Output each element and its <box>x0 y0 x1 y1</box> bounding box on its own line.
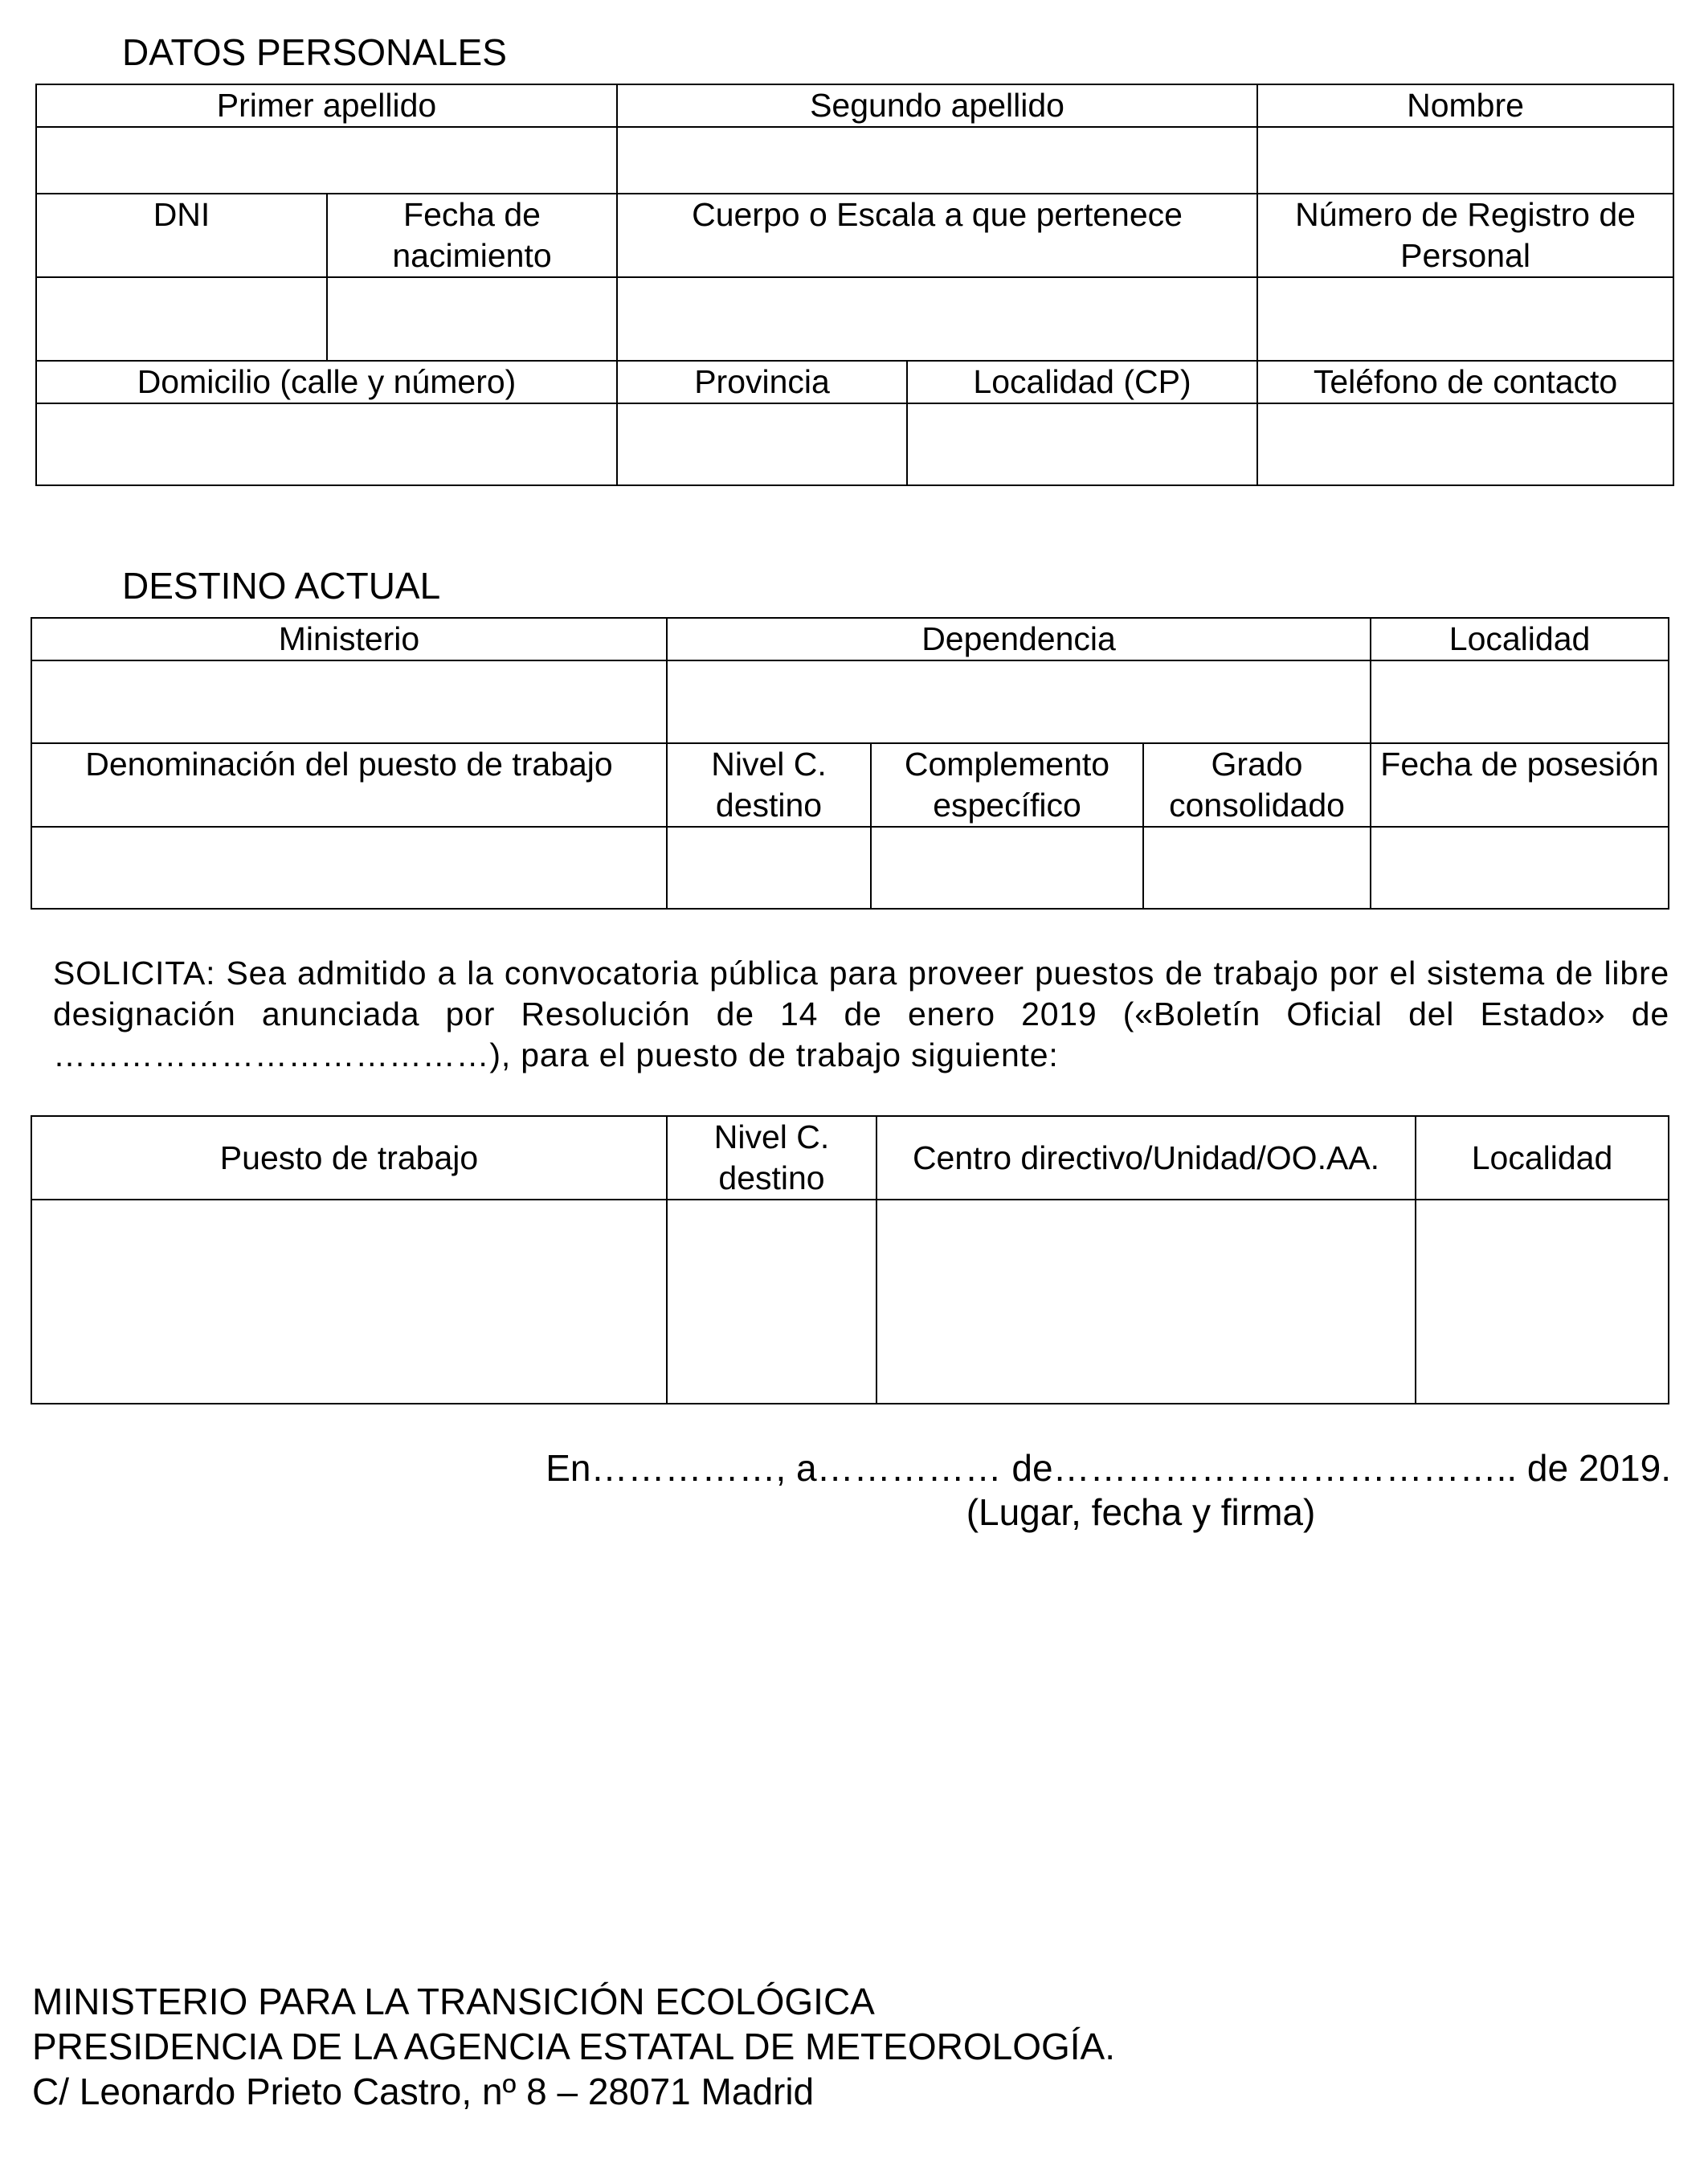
primer-apellido-field[interactable] <box>36 127 617 194</box>
segundo-apellido-label: Segundo apellido <box>617 84 1257 127</box>
dependencia-label: Dependencia <box>667 618 1371 660</box>
datos-personales-table <box>35 84 1674 486</box>
fecha-nacimiento-label: Fecha de nacimiento <box>327 194 617 277</box>
footer-ministry: MINISTERIO PARA LA TRANSICIÓN ECOLÓGICA <box>32 1981 875 2022</box>
localidad-label: Localidad <box>1371 618 1669 660</box>
centro-directivo-field[interactable] <box>876 1200 1416 1404</box>
solicita-paragraph: SOLICITA: Sea admitido a la convocatoria pública para proveer puestos de trabajo por el sistema de libre designación anunciada por Resolución de 14 de enero 2019 («Boletín Oficial del Estado» de …………………………………), para el puesto de trabajo siguiente: <box>53 955 1669 1073</box>
complemento-label: Complemento específico <box>871 743 1143 827</box>
telefono-label: Teléfono de contacto <box>1257 361 1673 403</box>
numero-registro-label: Número de Registro de Personal <box>1257 194 1673 277</box>
nombre-label: Nombre <box>1257 84 1673 127</box>
telefono-field[interactable] <box>1257 403 1673 485</box>
puesto-solicitado-table <box>31 1115 1669 1404</box>
localidad-cp-field[interactable] <box>907 403 1257 485</box>
puesto-nivel-destino-label: Nivel C. destino <box>667 1116 876 1200</box>
fecha-posesion-field[interactable] <box>1371 827 1669 909</box>
provincia-label: Provincia <box>617 361 907 403</box>
nivel-destino-label: Nivel C. destino <box>667 743 871 827</box>
dni-label: DNI <box>36 194 327 277</box>
numero-registro-field[interactable] <box>1257 277 1673 361</box>
fecha-posesion-label: Fecha de posesión <box>1371 743 1669 827</box>
destino-actual-table <box>31 617 1669 910</box>
domicilio-field[interactable] <box>36 403 617 485</box>
destino-actual-title: DESTINO ACTUAL <box>122 565 441 607</box>
denominacion-field[interactable] <box>31 827 667 909</box>
localidad-field[interactable] <box>1371 660 1669 743</box>
nombre-field[interactable] <box>1257 127 1673 194</box>
nivel-destino-field[interactable] <box>667 827 871 909</box>
puesto-nivel-destino-field[interactable] <box>667 1200 876 1404</box>
primer-apellido-label: Primer apellido <box>36 84 617 127</box>
cuerpo-escala-label: Cuerpo o Escala a que pertenece <box>617 194 1257 277</box>
cuerpo-escala-field[interactable] <box>617 277 1257 361</box>
date-place-caption: (Lugar, fecha y firma) <box>966 1491 1316 1533</box>
domicilio-label: Domicilio (calle y número) <box>36 361 617 403</box>
ministerio-field[interactable] <box>31 660 667 743</box>
puesto-localidad-label: Localidad <box>1416 1116 1669 1200</box>
dependencia-field[interactable] <box>667 660 1371 743</box>
puesto-trabajo-field[interactable] <box>31 1200 667 1404</box>
date-place-line: En……………, a…………… de……………………………….. de 2019. <box>545 1447 1671 1489</box>
dni-field[interactable] <box>36 277 327 361</box>
grado-field[interactable] <box>1143 827 1371 909</box>
fecha-nacimiento-field[interactable] <box>327 277 617 361</box>
puesto-trabajo-label: Puesto de trabajo <box>31 1116 667 1200</box>
centro-directivo-label: Centro directivo/Unidad/OO.AA. <box>876 1116 1416 1200</box>
footer-address: C/ Leonardo Prieto Castro, nº 8 – 28071 Madrid <box>32 2071 815 2112</box>
localidad-cp-label: Localidad (CP) <box>907 361 1257 403</box>
footer-agency: PRESIDENCIA DE LA AGENCIA ESTATAL DE METEOROLOGÍA. <box>32 2026 1115 2067</box>
datos-personales-title: DATOS PERSONALES <box>122 31 507 73</box>
denominacion-label: Denominación del puesto de trabajo <box>31 743 667 827</box>
provincia-field[interactable] <box>617 403 907 485</box>
ministerio-label: Ministerio <box>31 618 667 660</box>
complemento-field[interactable] <box>871 827 1143 909</box>
segundo-apellido-field[interactable] <box>617 127 1257 194</box>
puesto-localidad-field[interactable] <box>1416 1200 1669 1404</box>
grado-label: Grado consolidado <box>1143 743 1371 827</box>
